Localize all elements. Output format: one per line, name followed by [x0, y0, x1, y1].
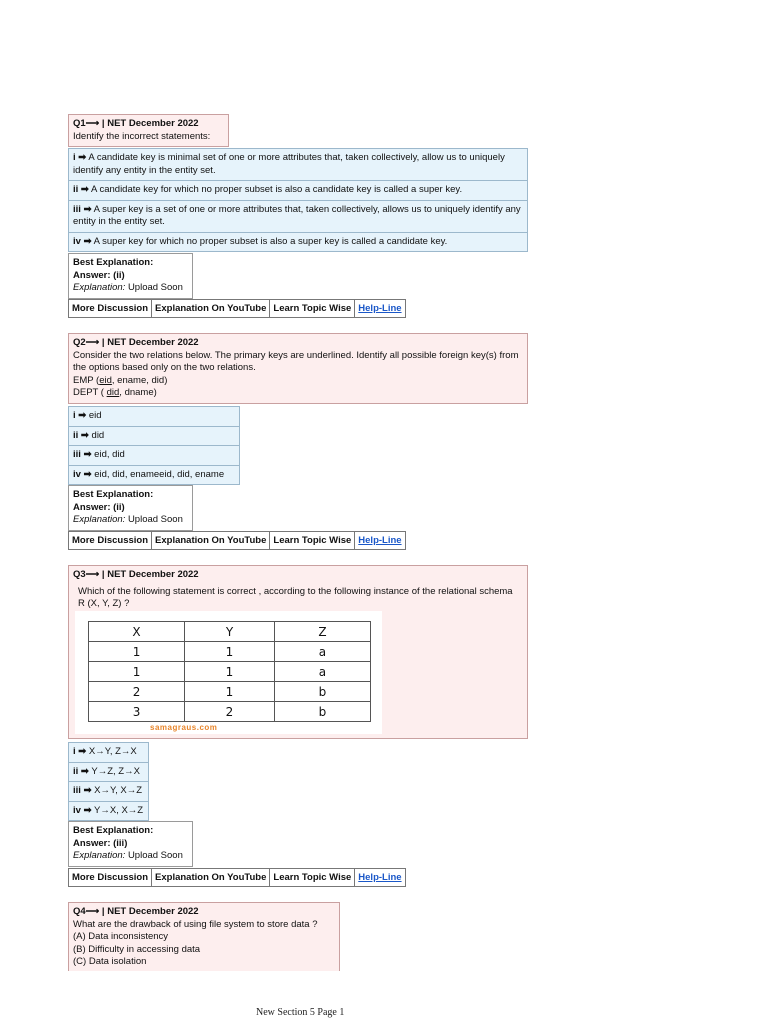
answer-text: Answer: (ii) — [73, 269, 125, 281]
page-footer: New Section 5 Page 1 — [256, 1007, 345, 1018]
option-ii[interactable]: ii ➡ A candidate key for which no proper subset is also a candidate key is called a super key. — [68, 180, 528, 201]
question-2-options — [68, 406, 240, 485]
question-4-text: What are the drawback of using file system to store data ? — [73, 918, 318, 930]
option-iv[interactable]: iv ➡ eid, did, enameeid, did, ename — [68, 465, 240, 486]
option-iii[interactable]: iii ➡ eid, did — [68, 445, 240, 466]
option-ii[interactable]: ii ➡ did — [68, 426, 240, 447]
more-discussion-button[interactable]: More Discussion — [68, 299, 152, 318]
option-i[interactable]: i ➡ eid — [68, 406, 240, 427]
answer-text: Answer: (ii) — [73, 501, 125, 513]
more-discussion-button[interactable]: More Discussion — [68, 531, 152, 550]
question-4-box — [68, 902, 340, 971]
option-iii[interactable]: iii ➡ A super key is a set of one or more attributes that, taken collectively, allows us to uniquely identify any entity in the entity set. — [68, 200, 528, 233]
youtube-explanation-button[interactable]: Explanation On YouTube — [151, 531, 270, 550]
question-2-box — [68, 333, 528, 404]
help-line-link[interactable]: Help-Line — [354, 868, 405, 887]
dept-relation: DEPT ( did, dname) — [73, 387, 157, 398]
question-4-choice-c: (C) Data isolation — [73, 956, 147, 967]
answer-text: Answer: (iii) — [73, 837, 128, 849]
question-2-text: Consider the two relations below. The primary keys are underlined. Identify all possible foreign key(s) from the options based only on the two relations. — [73, 349, 519, 373]
table-row: 1 1 a — [89, 642, 371, 662]
header-z: Z — [274, 622, 370, 642]
question-3-text: Which of the following statement is correct , according to the following instance of the relational schema R (X, Y, Z) ? — [78, 585, 513, 609]
table-header-row — [89, 622, 371, 642]
question-4-choice-a: (A) Data inconsistency — [73, 931, 169, 942]
question-1-title: Q1⟶ | NET December 2022 — [73, 118, 199, 129]
question-4-choice-b: (B) Difficulty in accessing data — [73, 943, 201, 955]
youtube-explanation-button[interactable]: Explanation On YouTube — [151, 299, 270, 318]
learn-topic-button[interactable]: Learn Topic Wise — [269, 299, 355, 318]
question-3-title: Q3⟶ | NET December 2022 — [73, 569, 199, 580]
table-row: 1 1 a — [89, 662, 371, 682]
question-3-explanation: Best Explanation: Answer: (iii) Explanation: Upload Soon — [68, 821, 193, 867]
option-iv[interactable]: iv ➡ Y→X, X→Z — [68, 801, 149, 822]
option-iv[interactable]: iv ➡ A super key for which no proper subset is also a super key is called a candidate key. — [68, 232, 528, 253]
option-iii[interactable]: iii ➡ X→Y, X→Z — [68, 781, 149, 802]
table-row: 3 2 b — [89, 702, 371, 722]
youtube-explanation-button[interactable]: Explanation On YouTube — [151, 868, 270, 887]
watermark: samagraus.com — [150, 723, 218, 732]
question-1-text: Identify the incorrect statements: — [73, 130, 211, 142]
help-line-link[interactable]: Help-Line — [354, 299, 405, 318]
question-4-title: Q4⟶ | NET December 2022 — [73, 906, 199, 917]
question-1-links — [68, 299, 406, 318]
question-3-links — [68, 868, 406, 887]
question-1-explanation: Best Explanation: Answer: (ii) Explanation: Upload Soon — [68, 253, 193, 299]
option-i[interactable]: i ➡ X→Y, Z→X — [68, 742, 149, 763]
emp-relation: EMP (eid, ename, did) — [73, 374, 168, 386]
question-2-title: Q2⟶ | NET December 2022 — [73, 337, 199, 348]
learn-topic-button[interactable]: Learn Topic Wise — [269, 531, 355, 550]
header-x: X — [89, 622, 185, 642]
question-2-explanation: Best Explanation: Answer: (ii) Explanation: Upload Soon — [68, 485, 193, 531]
more-discussion-button[interactable]: More Discussion — [68, 868, 152, 887]
question-2-links — [68, 531, 406, 550]
option-ii[interactable]: ii ➡ Y→Z, Z→X — [68, 762, 149, 783]
relation-table — [88, 621, 371, 722]
option-i[interactable]: i ➡ A candidate key is minimal set of one or more attributes that, taken collectively, allow us to uniquely identify any entity in the entity set. — [68, 148, 528, 181]
table-row: 2 1 b — [89, 682, 371, 702]
header-y: Y — [185, 622, 275, 642]
help-line-link[interactable]: Help-Line — [354, 531, 405, 550]
question-1-options — [68, 148, 528, 252]
question-1-box — [68, 114, 229, 147]
relation-instance-image — [75, 611, 382, 734]
learn-topic-button[interactable]: Learn Topic Wise — [269, 868, 355, 887]
question-3-options — [68, 742, 149, 821]
